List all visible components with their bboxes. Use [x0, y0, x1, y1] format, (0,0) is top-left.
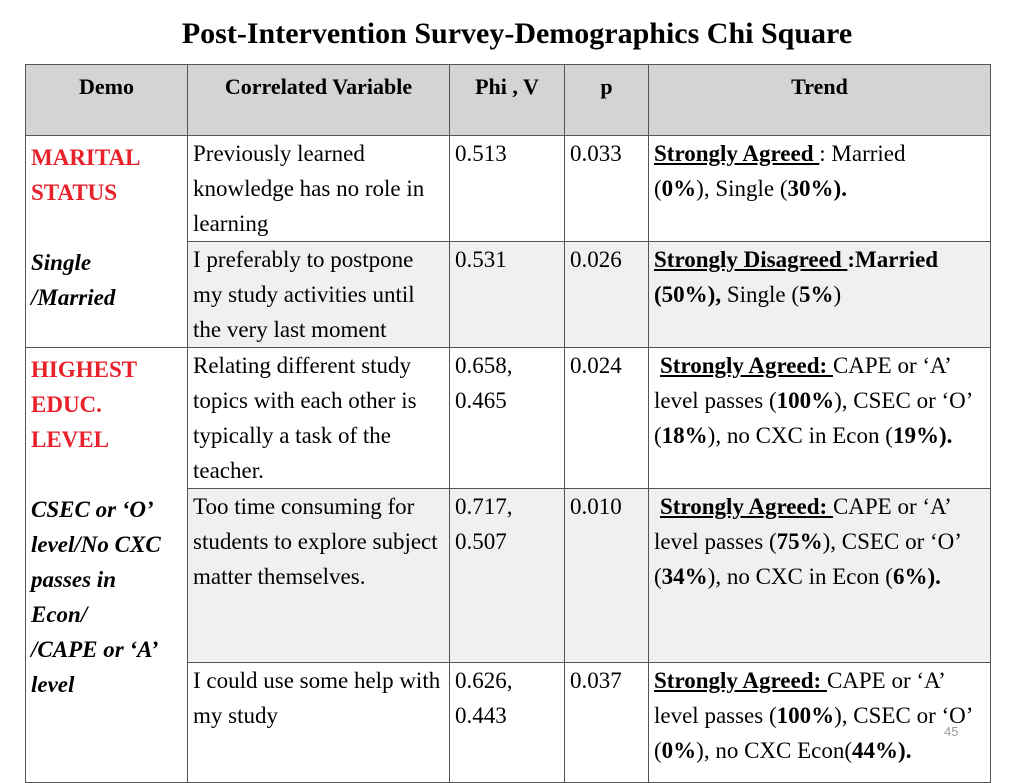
trend-text: CAPE or ‘A’ level passes (: [654, 668, 945, 728]
header-row: [26, 65, 991, 136]
p-cell: 0.037: [565, 663, 649, 783]
phi-cell: 0.626, 0.443: [450, 663, 565, 783]
demo-cell-education: [26, 348, 188, 783]
variable-cell: I preferably to postpone my study activities until the very last moment: [188, 242, 450, 348]
trend-value: 34%: [661, 564, 708, 589]
header-demo: Demo: [26, 65, 188, 136]
trend-value: 75%: [776, 529, 823, 554]
trend-heading: Strongly Agreed:: [660, 494, 833, 519]
phi-cell: 0.513: [450, 136, 565, 242]
trend-value: 0%: [661, 176, 697, 201]
p-cell: 0.033: [565, 136, 649, 242]
trend-text: :Married: [847, 247, 939, 272]
group-label-line: LEVEL: [31, 427, 109, 452]
group-sub-line: Econ/: [31, 602, 88, 627]
group-sub-line: Single: [31, 250, 92, 275]
trend-text: ).: [898, 738, 912, 763]
header-phi-v: Phi , V: [450, 65, 565, 136]
group-sub-line: /CAPE or ‘A’: [31, 637, 159, 662]
trend-text: : Married: [819, 141, 906, 166]
trend-value: (50%),: [654, 282, 722, 307]
trend-cell: [649, 489, 991, 663]
trend-value: 0%: [661, 738, 697, 763]
phi-cell: 0.717, 0.507: [450, 489, 565, 663]
group-sub-line: CSEC or ‘O’: [31, 497, 154, 522]
trend-text: ), no CXC Econ(: [696, 738, 853, 763]
p-cell: 0.026: [565, 242, 649, 348]
group-label-line: HIGHEST: [31, 357, 138, 382]
table-row: [26, 136, 991, 242]
trend-value: 5%: [799, 282, 834, 307]
header-p: p: [565, 65, 649, 136]
trend-cell: [649, 242, 991, 348]
variable-cell: Previously learned knowledge has no role in learning: [188, 136, 450, 242]
group-sub-line: passes in: [31, 567, 116, 592]
trend-cell: [649, 663, 991, 783]
trend-value: 100%: [776, 703, 835, 728]
table-row: [26, 348, 991, 489]
group-sub-line: level/No CXC: [31, 532, 161, 557]
trend-heading: Strongly Agreed:: [654, 668, 827, 693]
trend-text: ), no CXC in Econ (: [707, 423, 893, 448]
group-sub-line: /Married: [31, 285, 116, 310]
trend-value: 19%).: [892, 423, 953, 448]
variable-cell: Relating different study topics with each other is typically a task of the teacher.: [188, 348, 450, 489]
trend-text: ), CSEC or ‘O’ (: [654, 529, 961, 589]
variable-cell: I could use some help with my study: [188, 663, 450, 783]
demo-cell-marital: [26, 136, 188, 348]
trend-heading: Strongly Disagreed: [654, 247, 848, 272]
header-correlated-variable: Correlated Variable: [188, 65, 450, 136]
header-trend: Trend: [649, 65, 991, 136]
trend-text: ), CSEC or ‘O’ (: [654, 703, 972, 763]
trend-text: (: [654, 176, 662, 201]
chi-square-table: [25, 64, 991, 783]
group-label-line: STATUS: [31, 180, 118, 205]
trend-value: 100%: [776, 388, 835, 413]
trend-text: ), no CXC in Econ (: [707, 564, 893, 589]
trend-text: ): [833, 282, 842, 307]
trend-value: 44%: [852, 738, 899, 763]
trend-text: CAPE or ‘A’ level passes (: [654, 353, 951, 413]
trend-text: ).: [833, 176, 847, 201]
page-number: 45: [944, 724, 959, 739]
trend-value: 30%: [787, 176, 834, 201]
p-cell: 0.024: [565, 348, 649, 489]
trend-cell: [649, 348, 991, 489]
group-sub-line: level: [31, 672, 75, 697]
trend-text: Single (: [721, 282, 800, 307]
p-cell: 0.010: [565, 489, 649, 663]
trend-value: 6%).: [892, 564, 941, 589]
variable-cell: Too time consuming for students to explore subject matter themselves.: [188, 489, 450, 663]
trend-heading: Strongly Agreed:: [660, 353, 833, 378]
trend-value: 18%: [661, 423, 708, 448]
trend-cell: [649, 136, 991, 242]
phi-cell: 0.658, 0.465: [450, 348, 565, 489]
group-label-line: EDUC.: [31, 392, 102, 417]
phi-cell: 0.531: [450, 242, 565, 348]
trend-heading: Strongly Agreed: [654, 141, 820, 166]
group-label-line: MARITAL: [31, 145, 141, 170]
trend-text: ), CSEC or ‘O’ (: [654, 388, 972, 448]
trend-text: CAPE or ‘A’ level passes (: [654, 494, 951, 554]
trend-text: ), Single (: [696, 176, 788, 201]
slide-title: Post-Intervention Survey-Demographics Chi Square: [181, 17, 853, 50]
